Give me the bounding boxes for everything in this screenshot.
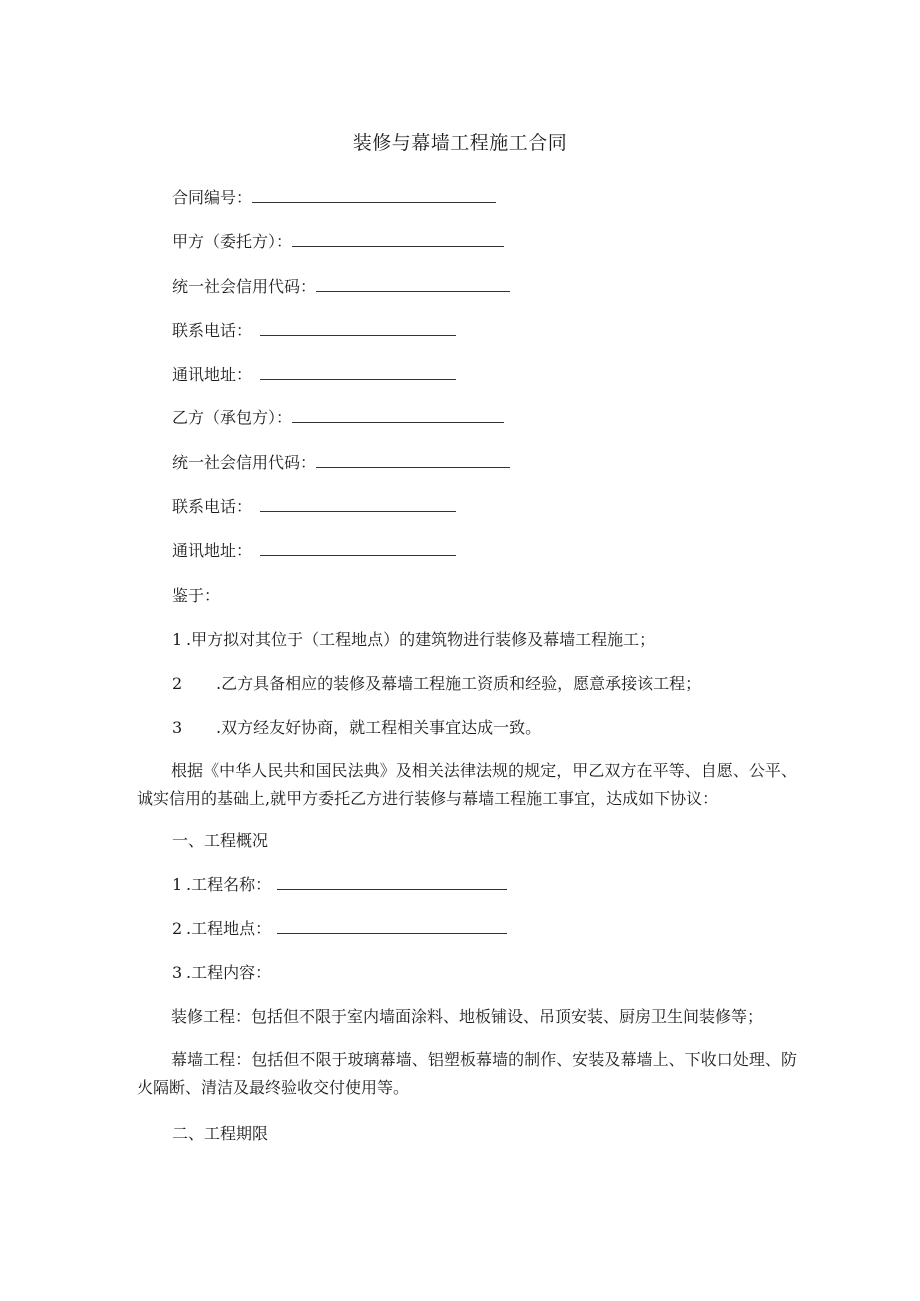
project-location-label: .工程地点： [186,919,272,938]
whereas-label: 鉴于： [172,586,221,605]
party-b-address-field [172,540,456,562]
project-item-number: 2 [172,919,183,938]
party-b-credit-code-blank[interactable] [316,453,510,468]
whereas-item-1 [172,629,655,651]
party-a-phone-label: 联系电话： [172,321,253,340]
party-b-address-label: 通讯地址： [172,541,253,560]
whereas-item-text: .甲方拟对其位于（工程地点）的建筑物进行装修及幕墙工程施工； [186,630,656,649]
party-b-credit-code-field [172,452,510,474]
preamble-paragraph: 根据《中华人民共和国民法典》及相关法律法规的规定，甲乙双方在平等、自愿、公平、诚实信用的基础上,就甲方委托乙方进行装修与幕墙工程施工事宜，达成如下协议： [137,761,797,808]
document-title: 装修与幕墙工程施工合同 [352,132,568,154]
contract-number-label: 合同编号： [172,188,253,207]
party-a-address-field [172,364,456,386]
party-b-phone-blank[interactable] [260,497,456,512]
section-2-heading: 二、工程期限 [172,1124,269,1143]
party-a-credit-code-blank[interactable] [316,277,510,292]
project-item-number: 3 [172,963,183,982]
party-b-phone-field [172,496,456,518]
party-a-blank[interactable] [292,232,504,247]
whereas-item-text: .双方经友好协商，就工程相关事宜达成一致。 [216,718,542,737]
party-a-phone-field [172,320,456,342]
party-b-credit-code-label: 统一社会信用代码： [172,453,317,472]
party-a-credit-code-field [172,276,510,298]
party-a-phone-blank[interactable] [260,321,456,336]
project-content-label: .工程内容： [186,963,272,982]
whereas-item-2 [172,673,701,695]
party-a-label: 甲方（委托方）： [172,232,293,251]
whereas-item-number: 1 [172,630,183,649]
party-a-address-label: 通讯地址： [172,365,253,384]
contract-number-field [172,187,496,209]
project-location-blank[interactable] [277,919,507,934]
party-b-blank[interactable] [292,408,504,423]
project-name-field [172,874,507,896]
party-a-address-blank[interactable] [260,365,456,380]
decoration-scope-paragraph: 装修工程：包括但不限于室内墙面涂料、地板铺设、吊顶安装、厨房卫生间装修等； [171,1007,764,1026]
whereas-item-number: 3 [172,718,183,737]
party-b-field [172,407,504,429]
party-b-phone-label: 联系电话： [172,497,253,516]
party-a-field [172,231,504,253]
whereas-item-number: 2 [172,674,183,693]
party-b-label: 乙方（承包方）： [172,408,293,427]
project-content-field [172,962,271,984]
project-name-blank[interactable] [277,875,507,890]
whereas-item-3 [172,717,541,739]
party-b-address-blank[interactable] [260,541,456,556]
curtain-wall-scope-paragraph: 幕墙工程：包括但不限于玻璃幕墙、铝塑板幕墙的制作、安装及幕墙上、下收口处理、防火隔断、清洁及最终验收交付使用等。 [137,1050,797,1097]
project-location-field [172,918,507,940]
party-a-credit-code-label: 统一社会信用代码： [172,277,317,296]
section-1-heading: 一、工程概况 [172,831,269,850]
project-item-number: 1 [172,875,183,894]
whereas-item-text: .乙方具备相应的装修及幕墙工程施工资质和经验，愿意承接该工程； [216,674,702,693]
project-name-label: .工程名称： [186,875,272,894]
contract-number-blank[interactable] [252,188,496,203]
